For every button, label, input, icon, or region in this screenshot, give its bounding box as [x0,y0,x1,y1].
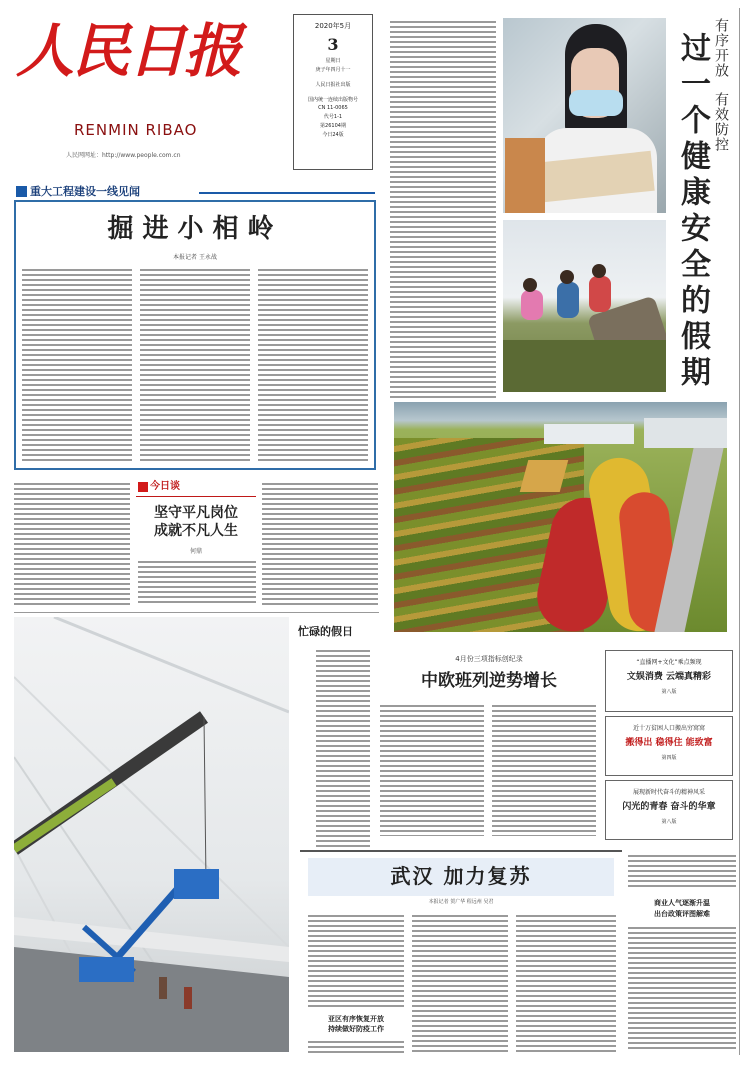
right-brief-headline-2: 出台政策评图解难 [654,909,710,918]
rule-flower-right [739,8,740,1055]
dateline-publisher: 人民日报社出版 [315,82,351,88]
holiday-lead-text [390,18,496,398]
wuhan-headline: 武汉 加力复苏 [390,864,532,888]
right-brief-headline-1: 商业人气逐渐升温 [654,898,710,907]
wuhan-byline: 本报记者 贺广华 程远州 吴君 [428,899,494,905]
holiday-headline-block [668,18,738,403]
feature-body-col-1 [22,266,132,462]
right-brief-top-text [628,852,736,890]
right-brief [628,852,736,1055]
promo-3-title: 闪光的青春 奋斗的华章 [622,802,716,812]
promo-3-kicker: 展现新时代奋斗的精神风采 [632,789,705,796]
dateline-cn-number: 国内统一连续出版物号 [307,97,358,103]
commentary-label-icon [138,482,148,492]
commentary-block [136,478,258,608]
masthead-website: 人民网网址：http://www.people.com.cn [66,152,181,159]
rail-kicker: 4月份三项指标创纪录 [455,655,523,663]
dateline-issue: 第26104期 [320,123,346,129]
sidebar-promo-2[interactable] [605,716,733,776]
feature-headline: 掘进小相岭 [107,214,283,244]
masthead-title: 人民日报 [16,17,241,85]
masthead [14,8,289,173]
holiday-headline: 过一个健康安全的假期 [675,32,710,392]
promo-3-page: 第八版 [661,819,677,825]
dateline-pages: 今日24版 [322,132,344,138]
wuhan-body-col-2 [412,912,508,1054]
right-brief-body [628,924,736,1052]
wuhan-story [300,850,622,1055]
busy-holiday-body [316,647,370,852]
holiday-photo-kids [503,220,666,392]
rail-headline: 中欧班列逆势增长 [421,671,557,691]
wuhan-subhead-2: 持续做好防疫工作 [328,1024,384,1033]
feature-box [14,200,376,470]
promo-2-title: 搬得出 稳得住 能致富 [625,738,713,748]
wuhan-subhead-1: 亚区有序恢复开放 [328,1014,384,1023]
dateline-weekday: 星期日 [325,58,341,64]
wuhan-body-col-3 [516,912,616,1054]
promo-1-page: 第八版 [661,689,677,695]
commentary-label: 今日谈 [150,481,180,492]
holiday-photo-reading [503,18,666,213]
feature-section-label: 重大工程建设一线见闻 [30,185,140,198]
promo-2-kicker: 近十万贫困人口搬出穷窝窝 [632,725,705,732]
rail-story [380,650,598,840]
commentary-body [138,558,256,606]
promo-2-page: 第四版 [661,755,677,761]
sidebar-promo-1[interactable] [605,650,733,712]
dateline-box [293,14,373,170]
dateline-day: 3 [327,35,339,54]
bridge-workers-photo [14,617,289,1052]
sidebar-promo-3[interactable] [605,780,733,840]
dateline-cn-code: CN 11-0065 [318,105,348,111]
flower-field-photo [394,402,727,632]
busy-holiday-headline: 忙碌的假日 [298,625,353,638]
commentary-left-text [14,480,130,605]
commentary-author: 何鼎 [189,548,202,555]
dateline-post-code: 代号1-1 [323,114,343,120]
promo-1-kicker: “直播网+文化”乘点频现 [636,659,702,666]
commentary-right-text [262,480,378,605]
masthead-pinyin: RENMIN RIBAO [74,121,198,139]
commentary-headline-2: 成就不凡人生 [154,523,238,539]
rail-body-col-1 [380,702,484,836]
promo-1-title: 文娱消费 云端真精彩 [626,672,712,682]
dateline-date: 2020年5月 [314,22,352,30]
wuhan-body-col-1b [308,1038,404,1054]
holiday-kicker-2: 有效防控 [713,92,729,152]
rail-body-col-2 [492,702,596,836]
feature-body-col-2 [140,266,250,462]
commentary-headline-1: 坚守平凡岗位 [154,505,238,521]
feature-body-col-3 [258,266,368,462]
feature-byline: 本报记者 王永战 [173,254,217,261]
section-label-icon [16,186,27,197]
holiday-kicker-1: 有序开放 [713,18,729,78]
feature-section-label-bar [14,184,376,200]
wuhan-body-col-1 [308,912,404,1010]
dateline-lunar: 庚子年四月十一 [315,67,351,73]
rule-under-commentary [14,612,379,613]
